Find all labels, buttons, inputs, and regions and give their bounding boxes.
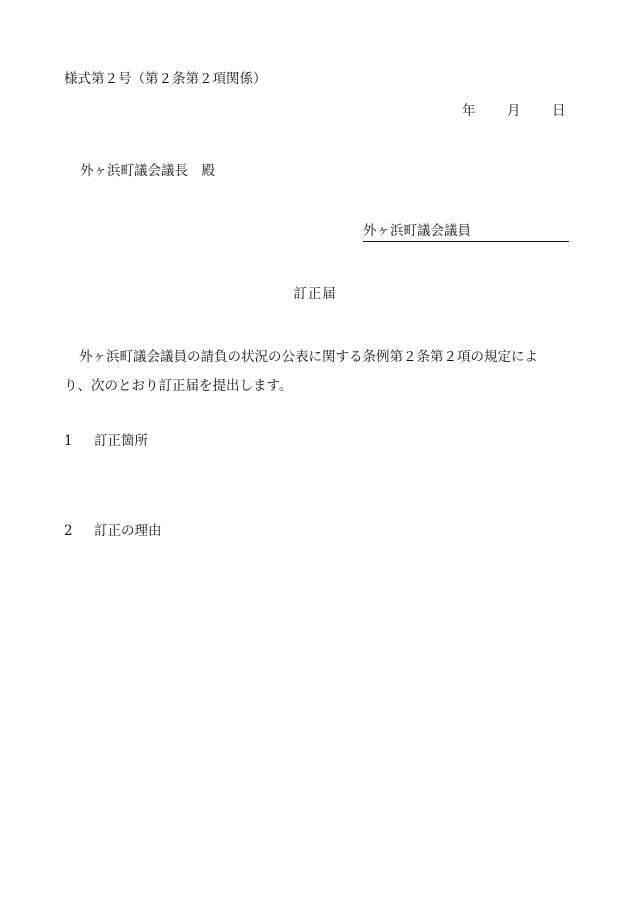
item-label: 訂正箇所: [94, 433, 148, 449]
addressee: 外ヶ浜町議会議長 殿: [80, 163, 215, 179]
body-line-1: 外ヶ浜町議会議員の請負の状況の公表に関する条例第２条第２項の規定によ: [79, 349, 538, 365]
item-correction-location: [64, 432, 148, 450]
body-paragraph: [64, 343, 584, 401]
date-month-label: 月: [507, 103, 521, 119]
item-number: 1: [64, 433, 73, 449]
date-day-label: 日: [552, 103, 566, 119]
date-row: [462, 102, 566, 120]
date-year-label: 年: [462, 103, 476, 119]
sender-name-line: 外ヶ浜町議会議員: [363, 222, 569, 242]
form-number: 様式第２号（第２条第２項関係）: [64, 71, 267, 87]
item-label: 訂正の理由: [94, 523, 162, 539]
item-correction-reason: [64, 522, 162, 540]
document-title: 訂正届: [293, 286, 337, 302]
item-number: 2: [64, 523, 73, 539]
body-line-2: り、次のとおり訂正届を提出します。: [64, 378, 293, 394]
